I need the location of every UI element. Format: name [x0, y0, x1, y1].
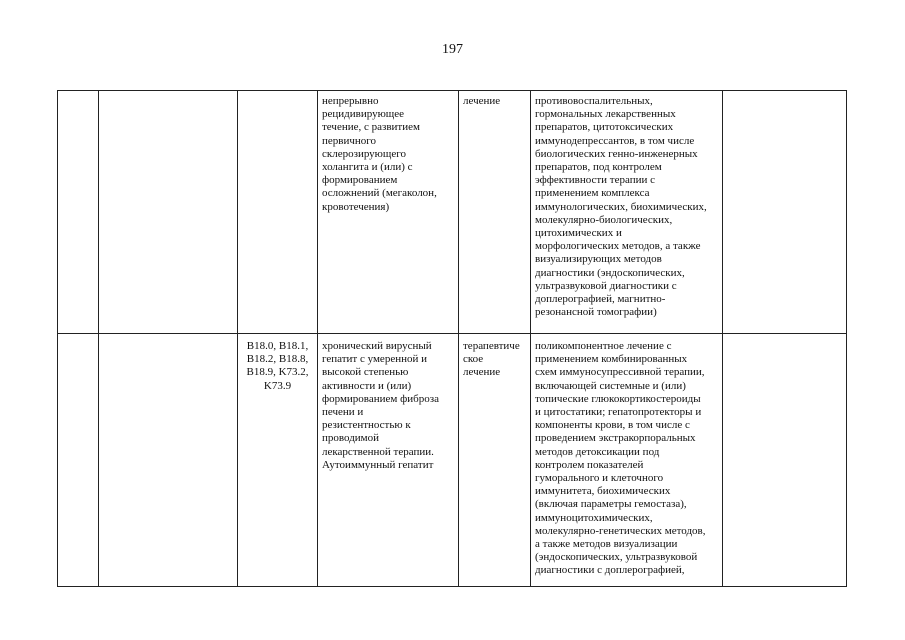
treatment-type-cell: терапевтиче ское лечение	[459, 334, 531, 587]
model-patient-cell: хронический вирусный гепатит с умеренной и высокой степенью активности и (или) формированием фиброза печени и резистентностью к проводимой лекарственной терапии. Аутоиммунный гепатит	[318, 334, 459, 587]
icd-codes-cell: B18.0, B18.1, B18.2, B18.8, B18.9, K73.2, K73.9	[238, 334, 318, 587]
model-patient-cell: непрерывно рецидивирующее течение, с развитием первичного склерозирующего холангита и (или) с формированием осложнений (мегаколон, кровотечения)	[318, 91, 459, 334]
profile-cell	[99, 91, 238, 334]
medical-care-table	[57, 90, 847, 587]
page-number: 197	[442, 42, 463, 57]
row-number-cell	[58, 91, 99, 334]
treatment-type-cell: лечение	[459, 91, 531, 334]
treatment-method-cell: противовоспалительных, гормональных лекарственных препаратов, цитотоксических иммунодепрессантов, в том числе биологических генно-инженерных препаратов, под контролем эффективности терапии с применением комплекса иммунологических, биохимических, молекулярно-биологических, цитохимических и морфологических методов, а также визуализирующих методов диагностики (эндоскопических, ультразвуковой диагностики с доплерографией, магнитно- резонансной томографии)	[531, 91, 723, 334]
cost-cell	[723, 91, 847, 334]
icd-codes-cell	[238, 91, 318, 334]
row-number-cell	[58, 334, 99, 587]
table-row	[58, 91, 847, 334]
cost-cell	[723, 334, 847, 587]
treatment-method-cell: поликомпонентное лечение с применением комбинированных схем иммуносупрессивной терапии, включающей системные и (или) топические глюкокортикостероиды и цитостатики; гепатопротекторы и компоненты крови, в том числе с проведением экстракорпоральных методов детоксикации под контролем показателей гуморального и клеточного иммунитета, биохимических (включая параметры гемостаза), иммуноцитохимических, молекулярно-генетических методов, а также методов визуализации (эндоскопических, ультразвуковой диагностики с доплерографией,	[531, 334, 723, 587]
table-row	[58, 334, 847, 587]
profile-cell	[99, 334, 238, 587]
